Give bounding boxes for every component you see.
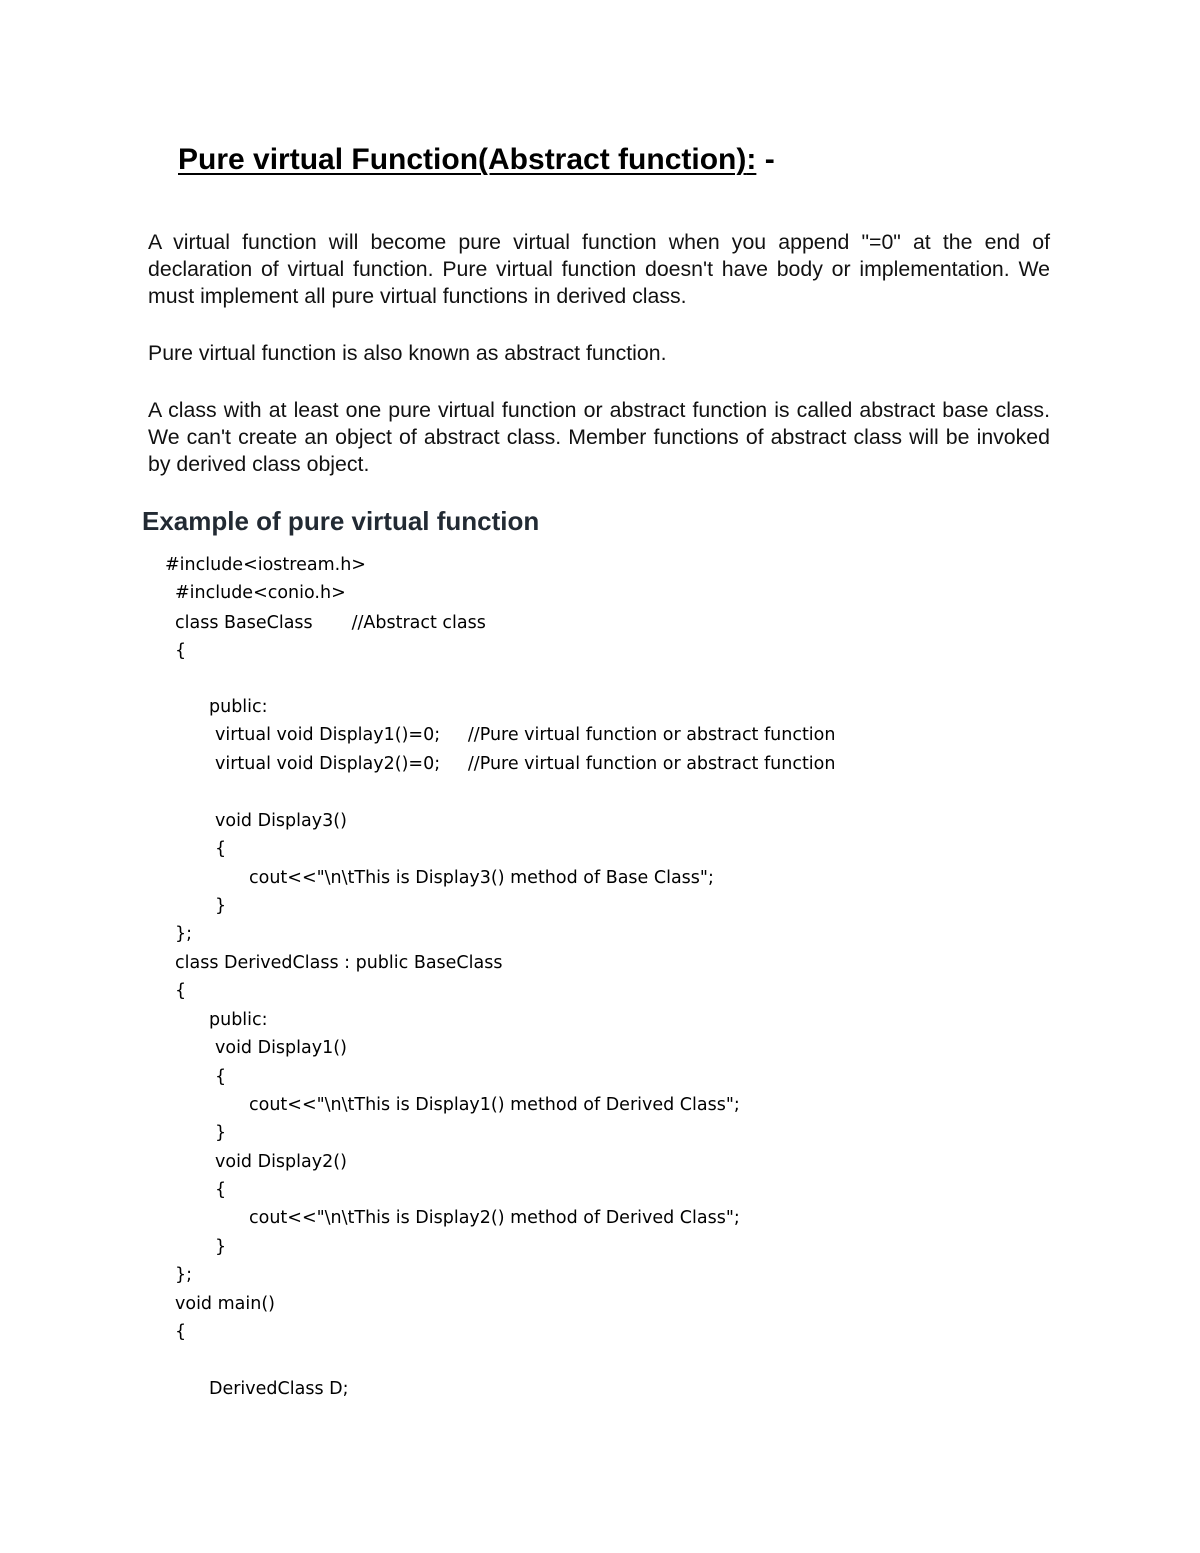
code-line: {	[175, 641, 187, 661]
code-line: public:	[209, 1010, 268, 1030]
paragraph-alias: Pure virtual function is also known as abstract function.	[148, 341, 667, 365]
code-line: cout<<"\n\tThis is Display3() method of Base Class";	[249, 868, 714, 888]
code-line: };	[175, 1265, 193, 1285]
code-line: {	[175, 1322, 187, 1342]
code-line: virtual void Display1()=0; //Pure virtual function or abstract function	[215, 725, 836, 745]
page-title	[178, 140, 775, 180]
code-line: cout<<"\n\tThis is Display1() method of Derived Class";	[249, 1095, 740, 1115]
paragraph-abstract-class: A class with at least one pure virtual function or abstract function is called abstract base class. We can't create an object of abstract class. Member functions of abstract class will be invoked by derived class object.	[148, 398, 1050, 476]
code-line: virtual void Display2()=0; //Pure virtual function or abstract function	[215, 754, 836, 774]
code-line: }	[215, 1123, 227, 1143]
code-line: cout<<"\n\tThis is Display2() method of Derived Class";	[249, 1208, 740, 1228]
page-title-main: Pure virtual Function(Abstract function)	[178, 143, 747, 176]
code-line: {	[215, 1067, 227, 1087]
code-line: public:	[209, 697, 268, 717]
code-line: void main()	[175, 1294, 275, 1314]
code-line: void Display1()	[215, 1038, 347, 1058]
code-line: void Display2()	[215, 1152, 347, 1172]
code-line: {	[215, 839, 227, 859]
code-line: {	[175, 981, 187, 1001]
paragraph-definition: A virtual function will become pure virtual function when you append "=0" at the end of declaration of virtual function. Pure virtual function doesn't have body or implementation. We must implement all pure virtual functions in derived class.	[148, 230, 1050, 308]
code-line: #include<iostream.h>	[165, 555, 366, 575]
code-line: };	[175, 924, 193, 944]
code-line: }	[215, 896, 227, 916]
code-line: #include<conio.h>	[175, 583, 346, 603]
code-line: }	[215, 1237, 227, 1257]
page-title-colon: :	[746, 143, 757, 176]
code-line: class BaseClass //Abstract class	[175, 613, 486, 633]
code-line: class DerivedClass : public BaseClass	[175, 953, 503, 973]
code-line: {	[215, 1180, 227, 1200]
example-heading: Example of pure virtual function	[142, 506, 540, 536]
code-line: void Display3()	[215, 811, 347, 831]
code-line: DerivedClass D;	[209, 1379, 349, 1399]
page-title-dash: -	[756, 143, 775, 176]
